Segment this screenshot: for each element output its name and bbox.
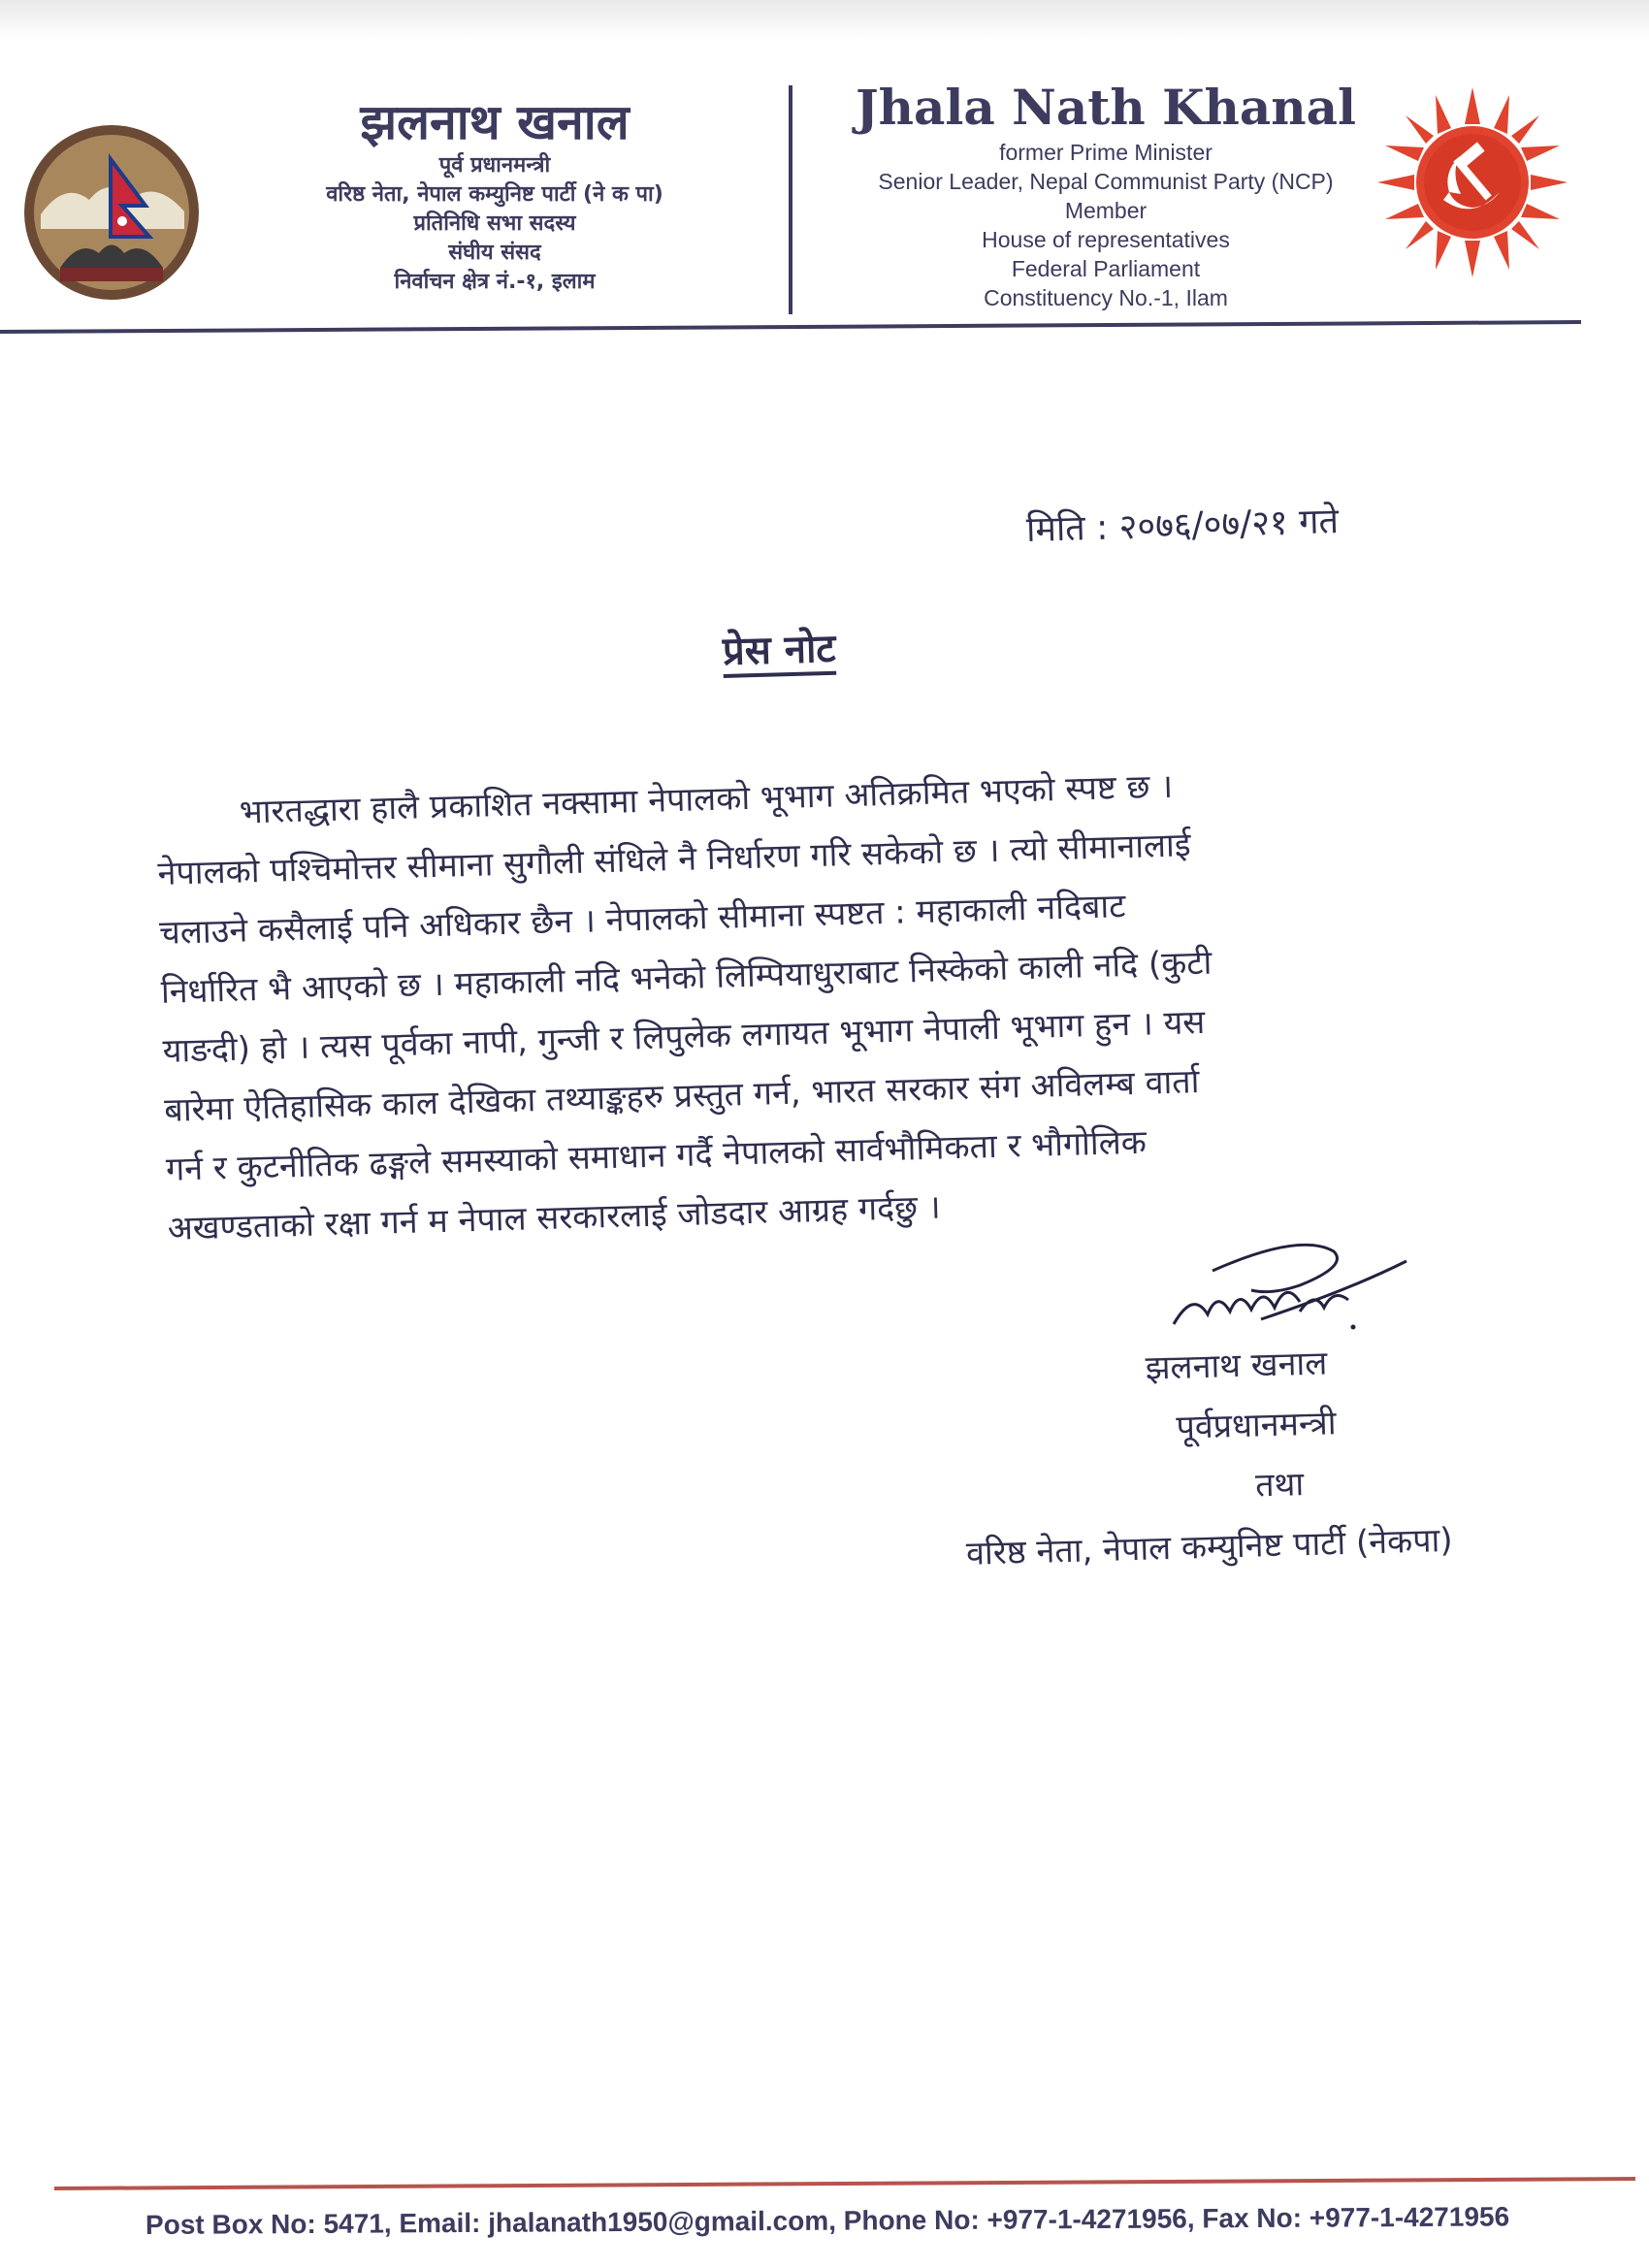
footer-contact: Post Box No: 5471, Email: jhalanath1950@gmail.com, Phone No: +977-1-4271956, Fax No: +977-1-4271956 [145,2201,1510,2240]
english-title-line: Federal Parliament [1011,256,1201,281]
english-title-line: Senior Leader, Nepal Communist Party (NCP) [878,169,1334,194]
scan-edge-shadow [0,0,1649,39]
english-title-line: Constituency No.-1, Ilam [984,285,1228,310]
nepali-name: झलनाथ खनाल [360,94,630,150]
english-title-line: Member [1064,198,1148,223]
body-line: निर्धारित भै आएको छ । महाकाली नदि भनेको लिम्पियाधुराबाट निस्केको काली नदि (कुटी [160,943,1212,1012]
nepali-title-line: वरिष्ठ नेता, नेपाल कम्युनिष्ट पार्टी (ने क पा) [326,182,663,207]
body-line: बारेमा ऐतिहासिक काल देखिका तथ्याङ्कहरु प्रस्तुत गर्न, भारत सरकार संग अविलम्ब वार्ता [163,1062,1200,1130]
press-note-body [155,749,1497,1259]
header-divider [789,85,792,314]
english-title-line: House of representatives [982,227,1230,252]
body-line: याङदी) हो । त्यस पूर्वका नापी, गुन्जी र लिपुलेक लगायत भूभाग नेपाली भूभाग हुन । यस [162,1002,1206,1071]
nepali-title-line: पूर्व प्रधानमन्त्री [438,153,551,178]
signatory-name: झलनाथ खनाल [1145,1344,1328,1388]
document-title: प्रेस नोट [722,626,837,674]
letterhead-rule [0,320,1581,334]
body-line: गर्न र कुटनीतिक ढङ्गले समस्याको समाधान गर्दै नेपालको सार्वभौमिकता र भौगोलिक [165,1122,1148,1189]
body-line: चलाउने कसैलाई पनि अधिकार छैन । नेपालको सीमाना स्पष्टत : महाकाली नदिबाट [158,887,1126,953]
nepali-title-line: प्रतिनिधि सभा सदस्य [413,211,576,236]
date-line: मिति : २०७६/०७/२१ गते [1025,502,1340,550]
english-name: Jhala Nath Khanal [855,79,1357,136]
body-line: भारतद्धारा हालै प्रकाशित नक्सामा नेपालको भूभाग अतिक्रमित भएको स्पष्ट छ । [239,766,1174,832]
english-letterhead [834,78,1377,312]
body-line: नेपालको पश्चिमोत्तर सीमाना सुगौली संधिले नै निर्धारण गरि सकेको छ । त्यो सीमानालाई [156,826,1192,893]
nepali-title-line: संघीय संसद [448,241,541,265]
signatory-conjunction: तथा [1254,1465,1305,1506]
english-title-line: former Prime Minister [999,140,1212,165]
footer-rule [54,2177,1635,2190]
body-line: अखण्डताको रक्षा गर्न म नेपाल सरकारलाई जोडदार आग्रह गर्दछु । [167,1187,942,1248]
signatory-position: वरिष्ठ नेता, नेपाल कम्युनिष्ट पार्टी (नेकपा) [965,1520,1454,1573]
nepali-title-line: निर्वाचन क्षेत्र नं.-१, इलाम [394,270,596,294]
signature-block [960,1326,1598,1584]
nepal-national-emblem-icon [21,122,202,303]
signatory-title: पूर्वप्रधानमन्त्री [1175,1404,1338,1447]
party-hammer-sickle-sun-icon [1375,85,1569,279]
nepali-letterhead [223,93,766,297]
